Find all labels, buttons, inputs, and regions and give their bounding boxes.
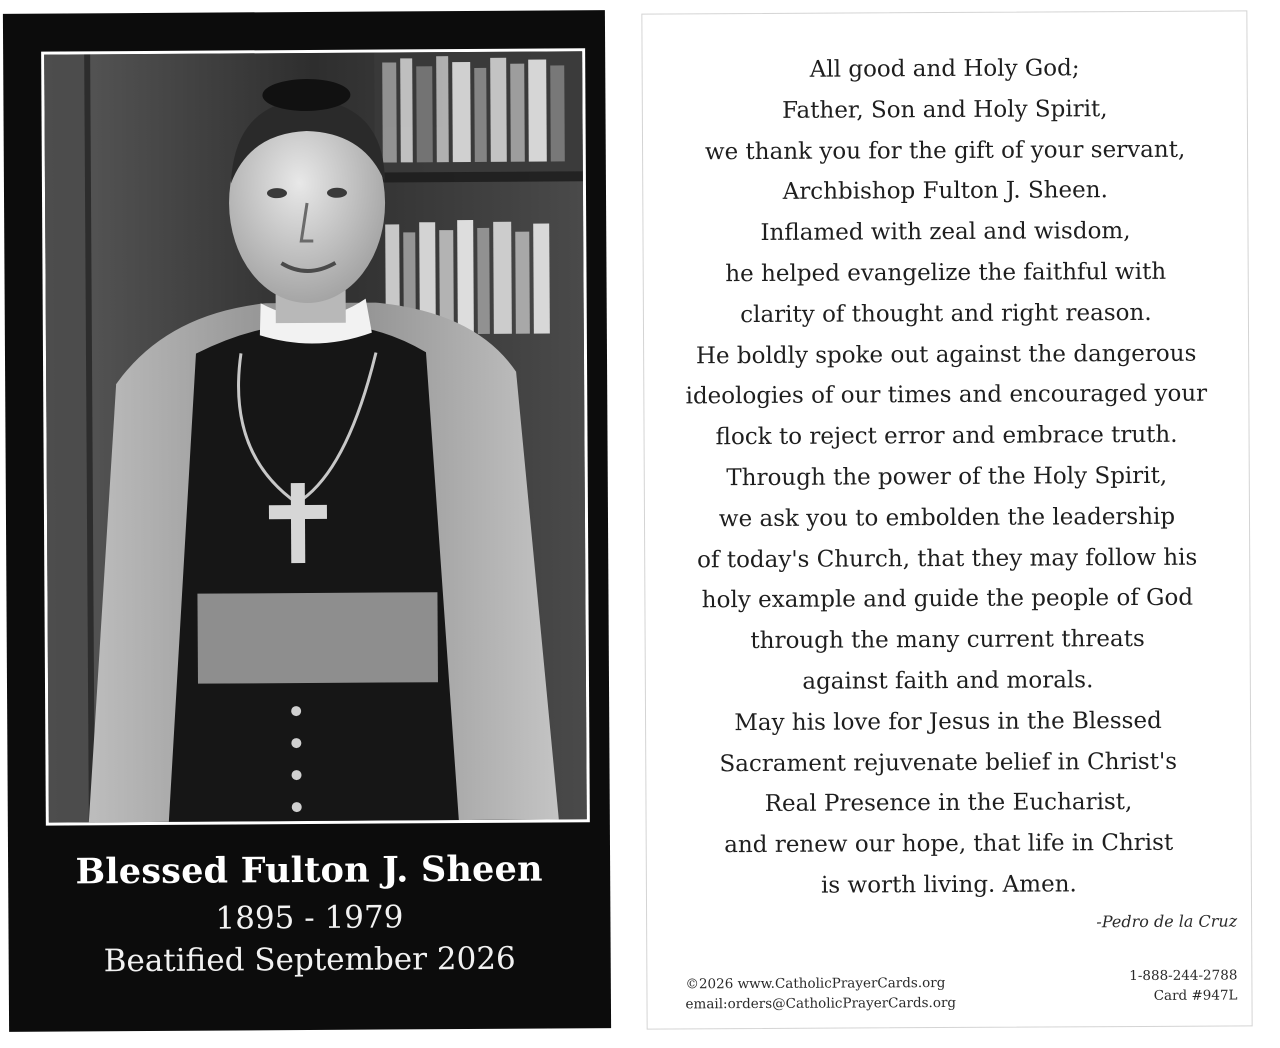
prayer-line: Father, Son and Holy Spirit, (782, 95, 1108, 124)
prayer-line: ideologies of our times and encouraged your (685, 381, 1208, 410)
beatification-date: Beatified September 2026 (103, 940, 516, 980)
prayer-line: he helped evangelize the faithful with (725, 258, 1167, 288)
portrait-frame (41, 48, 590, 825)
card-info (1129, 965, 1237, 1006)
prayer-card-front (3, 10, 611, 1032)
prayer-line: of today's Church, that they may follow his (697, 544, 1198, 573)
prayer-text (653, 47, 1241, 907)
front-title: Blessed Fulton J. Sheen (75, 848, 543, 893)
prayer-line: Archbishop Fulton J. Sheen. (782, 177, 1108, 206)
prayer-line: is worth living. Amen. (820, 871, 1077, 899)
prayer-line: holy example and guide the people of God (701, 585, 1194, 614)
cassock (166, 322, 459, 822)
prayer-line: we ask you to embolden the leadership (718, 503, 1176, 532)
prayer-line: we thank you for the gift of your servant, (704, 136, 1186, 165)
phone-number: 1-888-244-2788 (1129, 967, 1238, 985)
life-dates: 1895 - 1979 (215, 899, 404, 937)
prayer-line: and renew our hope, that life in Christ (724, 829, 1174, 859)
prayer-line: Through the power of the Holy Spirit, (726, 462, 1168, 492)
email-line: email:orders@CatholicPrayerCards.org (685, 994, 957, 1013)
publisher-info (685, 973, 956, 1014)
portrait-photo (44, 51, 587, 822)
prayer-line: May his love for Jesus in the Blessed (734, 707, 1162, 736)
prayer-line: against faith and morals. (802, 667, 1094, 695)
prayer-attribution: -Pedro de la Cruz (1096, 911, 1238, 932)
prayer-line: flock to reject error and embrace truth. (715, 421, 1178, 451)
copyright-line: ©2026 www.CatholicPrayerCards.org (685, 975, 946, 993)
prayer-line: All good and Holy God; (809, 55, 1080, 83)
prayer-line: clarity of thought and right reason. (740, 299, 1152, 328)
prayer-line: He boldly spoke out against the dangerous (695, 340, 1197, 369)
prayer-line: through the many current threats (750, 626, 1145, 655)
prayer-line: Sacrament rejuvenate belief in Christ's (719, 748, 1178, 777)
card-number: Card #947L (1153, 987, 1238, 1004)
prayer-line: Inflamed with zeal and wisdom, (760, 218, 1131, 247)
prayer-line: Real Presence in the Eucharist, (764, 789, 1133, 818)
prayer-card-back (641, 10, 1252, 1029)
